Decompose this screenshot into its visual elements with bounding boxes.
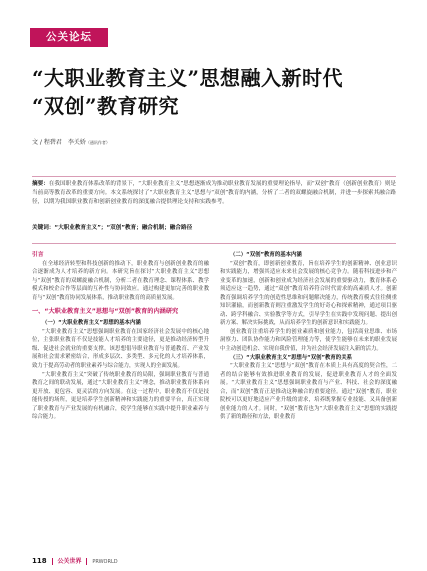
body-column-left [32, 251, 209, 422]
page-number: 118 [32, 557, 47, 565]
footer-separator-2 [86, 558, 87, 565]
subsection-2-heading: （二）“双创”教育的基本内涵 [230, 252, 302, 258]
section-divider [32, 243, 396, 244]
intro-paragraph: 在全球经济转型和科技创新的推动下，职业教育与创新创业教育的融合逐渐成为人才培养的新方向。本研究旨在探讨“大职业教育主义”思想与“双创”教育的双螺旋融合机制，分析二者在教育理念、课程体系、教学模式和校企合作等层面的互补性与协同效应。通过构建更加完善的职业教育与“双创”教育协同发展体系，推动职业教育的高质量发展。 [32, 260, 209, 301]
paragraph-1: “大职业教育主义”思想强调职业教育在国家经济社会发展中的核心地位，主张职业教育不仅是技能人才培养的主要途径，更是推动经济转型升级、促进社会就业的重要支撑。该思想倡导职业教育与普通教育、产业发展和社会需求紧密结合，形成多层次、多类型、多元化的人才培养体系，致力于提高劳动者的职业素养与综合能力，实现人的全面发展。 [32, 328, 209, 370]
article-title-line-2: “双创”教育研究 [32, 94, 180, 118]
keywords-text: “大职业教育主义”；“双创”教育；融合机制；融合路径 [54, 225, 193, 231]
paragraph-2: “大职业教育主义”突破了传统职业教育的局限，强调职业教育与普通教育之间的联动发展，通过“大职业教育主义”理念，推动职业教育体系向更开放、更包容、更灵活的方向发展。在这一过程中，职业教育不仅是技能传授的场所，更是培养学生创新精神和实践能力的重要平台，真正实现了职业教育与产业发展的有机融合，使学生能够在实践中提升职业素养与综合能力。 [32, 371, 209, 421]
byline-note: （通讯作者） [85, 140, 110, 145]
abstract-top-rule [32, 176, 396, 177]
footer-separator [52, 558, 53, 565]
abstract-text: 在我国职业教育体系改革的背景下，“大职业教育主义”思想逐渐成为推动职业教育发展的重要理论指导，而“双创”教育（创新创业教育）则是当前高等教育改革的重要方向。本文系统探讨了“大职业教育主义”思想与“双创”教育的内涵，分析了二者的双螺旋融合机制，并进一步探索其融合路径，以期为我国职业教育和创新创业教育的深度融合提供理论支持和实践参考。 [32, 181, 397, 206]
abstract-label: 摘要： [32, 181, 49, 187]
column-tag: 公关论坛 [30, 28, 108, 47]
section-1-title: 一、“大职业教育主义”思想与“双创”教育的内涵研究 [32, 308, 179, 316]
subsection-3-heading: （三）“大职业教育主义”思想与“双创”教育的关系 [230, 354, 352, 361]
intro-heading: 引言 [32, 252, 44, 258]
byline-prefix: 文 / [32, 139, 44, 146]
magazine-name: 公关世界 [57, 558, 82, 565]
paragraph-3: “双创”教育，即创新创业教育，旨在培养学生的创新精神、创业意识和实践能力，增强其适应未来社会发展的核心竞争力。随着科技进步和产业变革的加速，创新和创业成为经济社会发展的重要驱动力，教育体系必须适应这一趋势，通过“双创”教育培养符合时代需求的高素质人才。创新教育强调培养学生的创造性思维和问题解决能力，传统教育模式往往侧重知识灌输，而创新教育则注重激发学生的好奇心和探索精神，通过项目驱动、跨学科融合、实验教学等方式，引导学生在实践中发现问题、提出创新方案、解决实际挑战，从而培养学生的创新意识和实践能力。 [220, 260, 397, 327]
abstract [32, 180, 396, 208]
page-footer [32, 556, 118, 565]
keywords-label: 关键词： [32, 225, 55, 231]
subsection-1-heading: （一）“大职业教育主义”思想的基本内涵 [42, 320, 141, 327]
magazine-name-en: PRWORLD [92, 559, 118, 565]
body-column-right [220, 251, 397, 422]
keywords [32, 224, 396, 233]
byline [32, 137, 110, 146]
article-title-line-1: “大职业教育主义”思想融入新时代 [32, 66, 344, 90]
paragraph-4: 创业教育注重培养学生的创业素质和创业能力，包括商业思维、市场洞察力、团队协作能力和风险管理能力等，使学生能够在未来的职业发展中主动创造机会、实现自我价值，并为社会经济发展注入新的活力。 [220, 328, 397, 353]
byline-authors: 程碧君 李关娇 [43, 139, 86, 146]
paragraph-5: “大职业教育主义”思想与“双创”教育在本质上具有高度的契合性，二者的结合能够有效推进职业教育的发展，促进职业教育人才的全面发展。“大职业教育主义”思想强调职业教育与产业、科技、社会的深度融合，而“双创”教育正是推动这种融合的重要途径。通过“双创”教育，职业院校可以更好地适应产业升级的需求，培养既掌握专业技能、又具备创新创业能力的人才。同时，“双创”教育也为“大职业教育主义”思想的实践提供了新的路径和方法，职业教育 [220, 363, 397, 421]
